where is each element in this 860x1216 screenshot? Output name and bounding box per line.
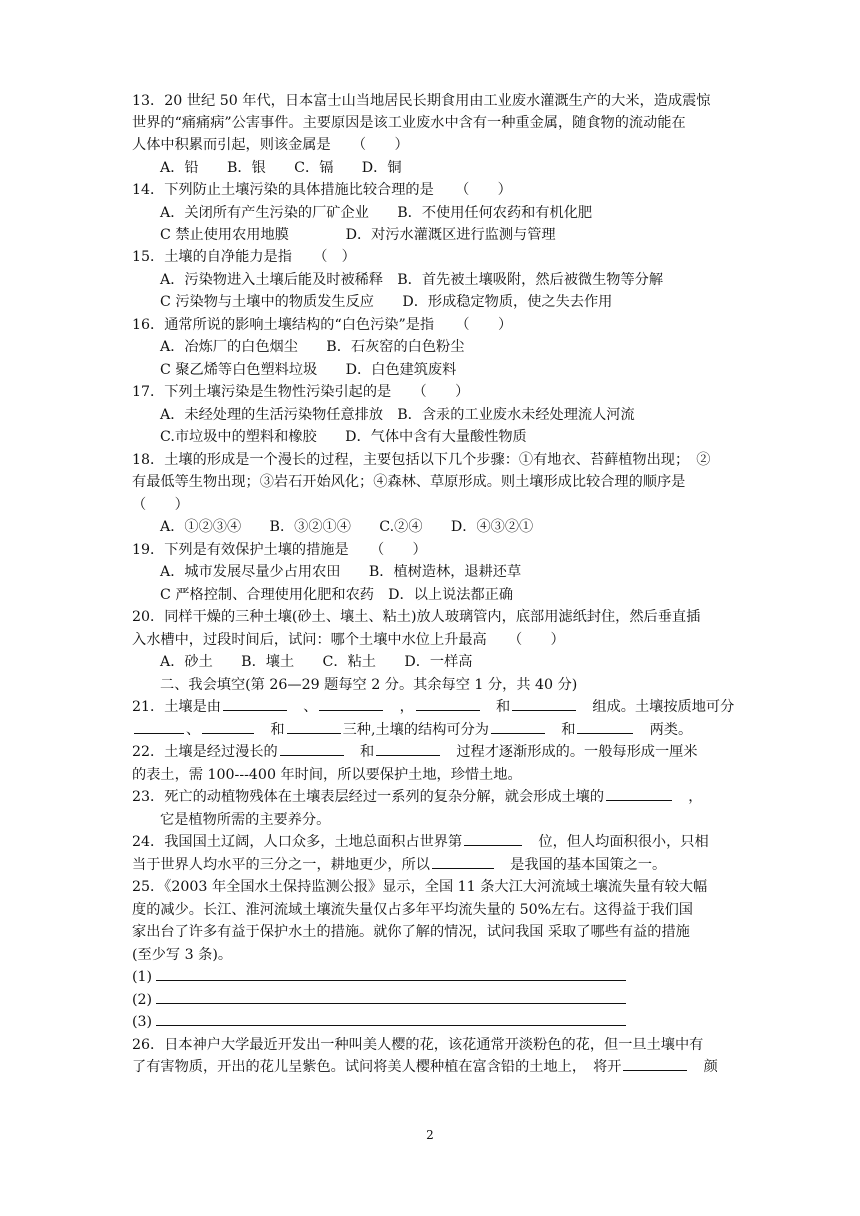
q14-stem: 14．下列防止土壤污染的具体措施比较合理的是 （ ） bbox=[132, 182, 512, 198]
q23-blank-1[interactable] bbox=[606, 786, 672, 801]
q21-blank-9[interactable] bbox=[577, 719, 633, 734]
q20-line1: 20．同样干燥的三种土壤(砂土、壤土、粘土)放人玻璃管内，底部用滤纸封住，然后垂直插 bbox=[132, 609, 701, 625]
q25-answer-2 bbox=[132, 989, 742, 1012]
q24-blank-1[interactable] bbox=[464, 831, 522, 846]
q20-options: A．砂土 B．壤土 C．粘土 D．一样高 bbox=[160, 654, 473, 670]
q21-blank-2[interactable] bbox=[319, 696, 383, 711]
q19-options-2: C 严格控制、合理使用化肥和农药 D．以上说法都正确 bbox=[160, 587, 514, 603]
page-number: 2 bbox=[426, 1128, 434, 1142]
q21-text-c: ， bbox=[399, 699, 414, 715]
q25-answer-2-blank[interactable] bbox=[156, 989, 626, 1004]
q22-line2: 的表土，需 100---400 年时间，所以要保护土地，珍惜土地。 bbox=[132, 767, 522, 783]
q21-blank-5[interactable] bbox=[134, 719, 184, 734]
q21-text-g: 和 bbox=[270, 722, 285, 738]
q25-line4: (至少写 3 条)。 bbox=[132, 947, 233, 963]
q15-options-2: C 污染物与土壤中的物质发生反应 D．形成稳定物质，使之失去作用 bbox=[160, 294, 613, 310]
q21-blank-6[interactable] bbox=[202, 719, 254, 734]
q26-line2 bbox=[132, 1056, 742, 1079]
q21-text-b: 、 bbox=[303, 699, 318, 715]
q17-options-1: A．未经处理的生活污染物任意排放 B．含汞的工业废水未经处理流人河流 bbox=[160, 407, 635, 423]
q21-line1 bbox=[132, 696, 742, 719]
q23-line1 bbox=[132, 786, 742, 809]
q26-text-b: 颜 bbox=[703, 1059, 718, 1075]
q21-blank-1[interactable] bbox=[223, 696, 287, 711]
q20-line2: 入水槽中，过段时间后，试问：哪个土壤中水位上升最高 （ ） bbox=[132, 632, 565, 648]
q25-line2: 度的减少。长江、淮河流域土壤流失量仅占多年平均流失量的 50%左右。这得益于我们国 bbox=[132, 902, 693, 918]
q15-stem: 15．土壤的自净能力是指 （ ） bbox=[132, 249, 356, 265]
q21-text-i: 和 bbox=[561, 722, 576, 738]
q25-answer-3-blank[interactable] bbox=[156, 1011, 626, 1026]
q21-blank-8[interactable] bbox=[491, 719, 545, 734]
q24-text-a: 24．我国国土辽阔，人口众多，土地总面积占世界第 bbox=[132, 834, 463, 850]
q26-text-a: 了有害物质，开出的花儿呈紫色。试问将美人樱种植在富含铅的土地上， 将开 bbox=[132, 1059, 622, 1075]
q21-blank-3[interactable] bbox=[416, 696, 480, 711]
q15-options-1: A．污染物进入土壤后能及时被稀释 B．首先被土壤吸附，然后被微生物等分解 bbox=[160, 272, 664, 288]
q18-line2: 有最低等生物出现；③岩石开始风化；④森林、草原形成。则土壤形成比较合理的顺序是 bbox=[132, 474, 686, 490]
q17-options-2: C.市垃圾中的塑料和橡胶 D．气体中含有大量酸性物质 bbox=[160, 429, 527, 445]
q22-text-c: 过程才逐渐形成的。一般每形成一厘米 bbox=[456, 744, 698, 760]
q21-blank-7[interactable] bbox=[287, 719, 341, 734]
q24-blank-2[interactable] bbox=[432, 854, 494, 869]
q14-options-1: A．关闭所有产生污染的厂矿企业 B．不使用任何农药和有机化肥 bbox=[160, 205, 593, 221]
q21-line2 bbox=[132, 719, 742, 742]
q25-line3: 家出台了许多有益于保护水土的措施。就你了解的情况，试问我国 采取了哪些有益的措施 bbox=[132, 924, 690, 940]
q23-line2: 它是植物所需的主要养分。 bbox=[160, 812, 331, 828]
q16-stem: 16．通常所说的影响土壤结构的“白色污染”是指 （ ） bbox=[132, 317, 513, 333]
section-2-heading: 二、我会填空(第 26—29 题每空 2 分。其余每空 1 分，共 40 分) bbox=[160, 677, 578, 693]
q21-text-h: 三种,土壤的结构可分为 bbox=[342, 722, 489, 738]
q16-options-1: A．冶炼厂的白色烟尘 B．石灰窑的白色粉尘 bbox=[160, 339, 465, 355]
q23-text-b: ， bbox=[688, 789, 703, 805]
q21-text-a: 21．土壤是由 bbox=[132, 699, 221, 715]
q25-answer-1-label: (1) bbox=[132, 969, 153, 985]
q25-answer-1 bbox=[132, 966, 742, 989]
q14-options-2: C 禁止使用农用地膜 D．对污水灌溉区进行监测与管理 bbox=[160, 227, 556, 243]
q21-text-f: 、 bbox=[186, 722, 201, 738]
q16-options-2: C 聚乙烯等白色塑料垃圾 D．白色建筑废料 bbox=[160, 362, 457, 378]
q21-text-d: 和 bbox=[496, 699, 511, 715]
q24-text-d: 是我国的基本国策之一。 bbox=[510, 857, 667, 873]
q13-line1: 13．20 世纪 50 年代，日本富士山当地居民长期食用由工业废水灌溉生产的大米，造成震惊 bbox=[132, 93, 711, 109]
q19-options-1: A．城市发展尽量少占用农田 B．植树造林，退耕还草 bbox=[160, 564, 522, 580]
q25-answer-2-label: (2) bbox=[132, 992, 153, 1008]
q22-text-b: 和 bbox=[359, 744, 375, 760]
q19-stem: 19．下列是有效保护土壤的措施是 （ ） bbox=[132, 542, 427, 558]
q17-stem: 17．下列土壤污染是生物性污染引起的是 （ ） bbox=[132, 384, 470, 400]
q25-answer-3 bbox=[132, 1011, 742, 1034]
q24-text-c: 当于世界人均水平的三分之一，耕地更少，所以 bbox=[132, 857, 430, 873]
q22-text-a: 22．土壤是经过漫长的 bbox=[132, 744, 278, 760]
q22-blank-2[interactable] bbox=[376, 741, 440, 756]
q13-line3: 人体中积累而引起，则该金属是 （ ） bbox=[132, 137, 409, 153]
q13-options: A．铅 B．银 C．镉 D．铜 bbox=[160, 160, 402, 176]
q21-text-j: 两类。 bbox=[649, 722, 693, 738]
q21-text-e: 组成。土壤按质地可分 bbox=[592, 699, 735, 715]
q18-line1: 18．土壤的形成是一个漫长的过程，主要包括以下几个步骤：①有地衣、苔藓植物出现； ② bbox=[132, 452, 711, 468]
q25-answer-1-blank[interactable] bbox=[156, 966, 626, 981]
q24-line2 bbox=[132, 854, 742, 877]
q26-blank-1[interactable] bbox=[623, 1056, 687, 1071]
q13-line2: 世界的“痛痛病”公害事件。主要原因是该工业废水中含有一种重金属，随食物的流动能在 bbox=[132, 115, 686, 131]
q25-answer-3-label: (3) bbox=[132, 1014, 153, 1030]
q23-text-a: 23．死亡的动植物残体在土壤表层经过一系列的复杂分解，就会形成土壤的 bbox=[132, 789, 605, 805]
q22-blank-1[interactable] bbox=[280, 741, 344, 756]
q26-line1: 26．日本神户大学最近开发出一种叫美人樱的花，该花通常开淡粉色的花，但一旦土壤中有 bbox=[132, 1037, 704, 1053]
q24-text-b: 位，但人均面积很小，只相 bbox=[538, 834, 709, 850]
q18-options: A．①②③④ B．③②①④ C.②④ D．④③②① bbox=[160, 519, 534, 535]
q21-blank-4[interactable] bbox=[512, 696, 576, 711]
q24-line1 bbox=[132, 831, 742, 854]
q25-line1: 25．《2003 年全国水土保持监测公报》显示，全国 11 条大江大河流域土壤流失量有较大幅 bbox=[132, 879, 708, 895]
q22-line1 bbox=[132, 741, 742, 764]
q18-line3: （ ） bbox=[132, 497, 189, 513]
